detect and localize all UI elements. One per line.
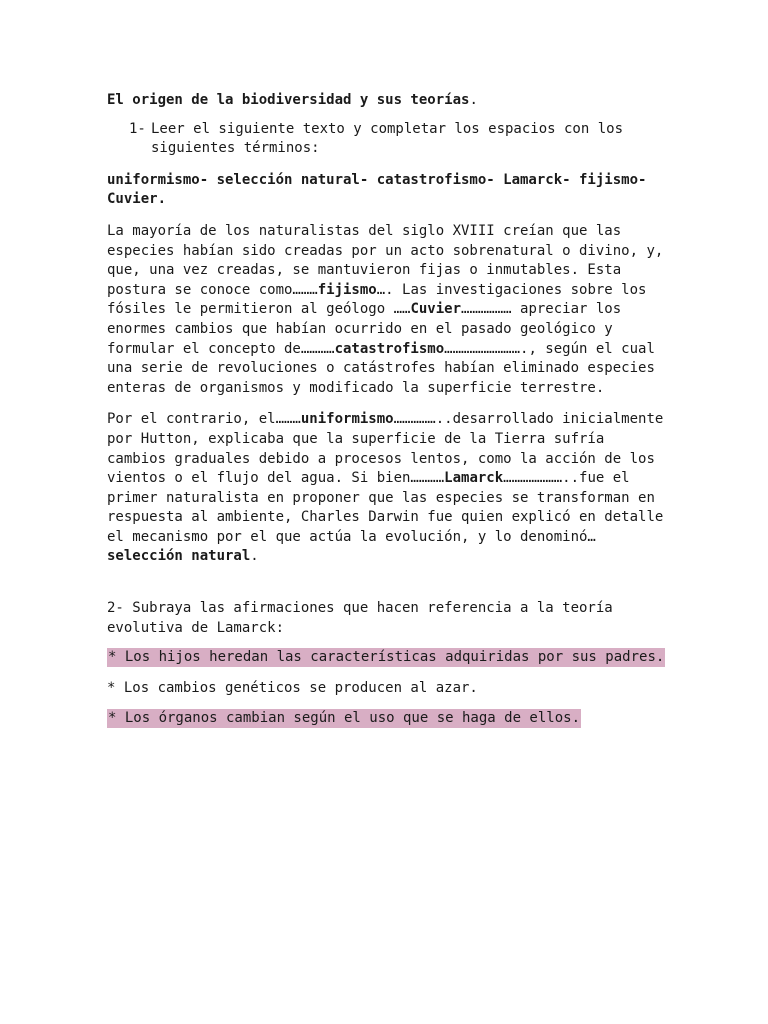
document-title (107, 91, 667, 111)
answer-uniformismo: uniformismo (300, 411, 394, 428)
question-1-text: Leer el siguiente texto y completar los espacios con los siguientes términos: (151, 120, 624, 157)
paragraph-1-text-4: ………………………., según el cual una serie de revoluciones o catástrofes habían eliminado especies enteras de organismos y modificado la superficie terrestre. (107, 340, 655, 396)
answer-lamarck: Lamarck (444, 470, 504, 487)
answer-cuvier: Cuvier (410, 301, 462, 318)
option-3-text: * Los órganos cambian según el uso que se haga de ellos. (108, 710, 581, 727)
paragraph-2 (107, 410, 667, 567)
paragraph-1 (107, 222, 667, 398)
answer-catastrofismo: catastrofismo (334, 340, 445, 357)
paragraph-1-text-1: La mayoría de los naturalistas del siglo XVIII creían que las especies habían sido creadas por un acto sobrenatural o divino, y, que, una vez creadas, se mantuvieron fijas o inmutables. Esta postura se conoce como……… (107, 222, 664, 298)
answer-seleccion-natural: selección natural (107, 548, 251, 565)
paragraph-1-text-2: …. Las investigaciones sobre los fósiles le permitieron al geólogo …… (107, 281, 647, 318)
title-period: . (469, 92, 478, 108)
option-3 (107, 709, 667, 729)
paragraph-2-text-2: ……………..desarrollado inicialmente por Hutton, explicaba que la superficie de la Tierra sufría cambios graduales debido a procesos lentos, como la acción de los vientos o el flujo del agua. Si bien………… (107, 411, 664, 487)
option-1 (107, 648, 667, 668)
title-text: El origen de la biodiversidad y sus teorías (107, 92, 470, 108)
paragraph-2-text-3: …………………..fue el primer naturalista en proponer que las especies se transforman en respuesta al ambiente, Charles Darwin fue quien explicó en detalle el mecanismo por el que actúa la evolución, y lo denominó… (107, 470, 664, 545)
answer-fijismo: fijismo (317, 281, 377, 298)
paragraph-1-text-3: ……………… apreciar los enormes cambios que habían ocurrido en el pasado geológico y formular el concepto de………… (107, 301, 622, 357)
question-1 (129, 120, 667, 159)
question-2: 2- Subraya las afirmaciones que hacen referencia a la teoría evolutiva de Lamarck: (107, 600, 613, 636)
paragraph-2-text-1: Por el contrario, el……… (107, 411, 301, 428)
option-2 (107, 679, 667, 699)
question-1-number: 1- (129, 120, 146, 137)
word-bank: uniformismo- selección natural- catastrofismo- Lamarck- fijismo- Cuvier. (107, 171, 647, 208)
paragraph-2-text-4: . (250, 548, 259, 565)
document-page (107, 91, 667, 740)
option-2-text: * Los cambios genéticos se producen al azar. (107, 679, 478, 696)
option-1-text: * Los hijos heredan las características adquiridas por sus padres. (108, 649, 665, 666)
